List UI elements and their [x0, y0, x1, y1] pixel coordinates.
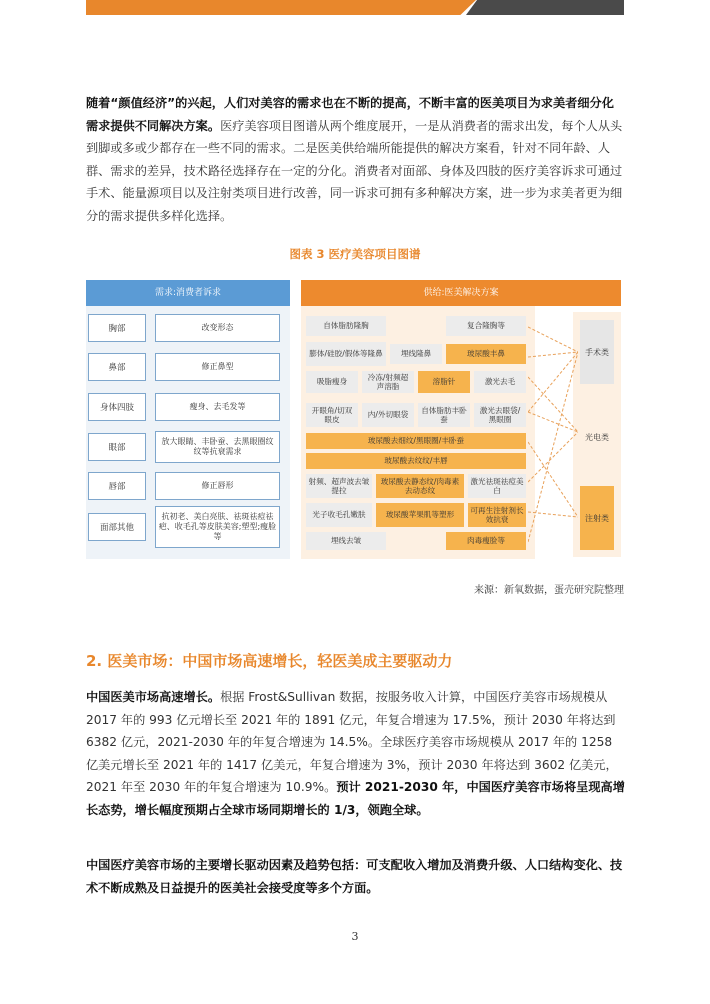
solution-box: 玻尿酸去细纹/黑眼圈/丰卧蚕 — [306, 433, 526, 449]
solution-box: 激光去眼袋/黑眼圈 — [474, 403, 526, 427]
demand-part-chest: 胸部 — [88, 314, 146, 342]
solution-box: 复合隆胸等 — [446, 316, 526, 336]
header-orange-bar — [86, 0, 476, 15]
demand-part-eye: 眼部 — [88, 433, 146, 461]
solution-box: 膨体/硅胶/假体等隆鼻 — [306, 342, 386, 366]
demand-part-face: 面部其他 — [88, 513, 146, 541]
intro-bold: 随着“颜值经济”的兴起，人们对美容的需求也在不断的提高，不断丰富的医美项目为求美者细分化需求提供不同解决方案。 — [86, 96, 614, 133]
solution-box: 自体脂肪隆胸 — [306, 316, 386, 336]
category-optoelectronic: 光电类 — [580, 398, 614, 476]
header-dark-bar — [466, 0, 624, 15]
intro-paragraph — [86, 92, 626, 227]
solution-box: 吸脂瘦身 — [306, 371, 358, 393]
demand-need-face: 抗初老、美白亮肤、祛斑祛痘祛疤、收毛孔等皮肤美容;塑型;瘦脸等 — [155, 506, 280, 548]
demand-need-lip: 修正唇形 — [155, 472, 280, 500]
section-heading: 2. 医美市场：中国市场高速增长，轻医美成主要驱动力 — [86, 652, 453, 670]
demand-need-nose: 修正鼻型 — [155, 353, 280, 381]
market-paragraph — [86, 686, 626, 821]
figure-title: 图表 3 医疗美容项目图谱 — [289, 247, 421, 261]
solution-box: 自体脂肪丰卧蚕 — [418, 403, 470, 427]
solution-box: 激光祛斑祛痘美白 — [468, 474, 526, 498]
page-number: 3 — [351, 930, 359, 943]
category-surgery: 手术类 — [580, 320, 614, 384]
connector-lines — [528, 312, 578, 557]
market-text: 根据 Frost&Sullivan 数据，按服务收入计算，中国医疗美容市场规模从 2017 年的 993 亿元增长至 2021 年的 1891 亿元，年复合增速为 17.5%，预计 2030 年将达到 6382 亿元，2021-2030 年的年复合增速为 14.5%。全球医疗美容市场规模从 2017 年的 1258 亿美元增长至 2021 年的 1417 亿美元，年复合增速为 3%，预计 2030 年将达到 3602 亿美元，2021 年至 2030 年的年复合增速为 10.9%。 — [86, 690, 618, 794]
category-injection: 注射类 — [580, 486, 614, 550]
solution-box: 可再生注射剂长效抗衰 — [468, 503, 526, 527]
intro-text: 医疗美容项目图谱从两个维度展开，一是从消费者的需求出发，每个人从头到脚或多或少都存在一些不同的需求。二是医美供给端所能提供的解决方案看，针对不同年龄、人群、需求的差异，技术路径选择存在一定的分化。消费者对面部、身体及四肢的医疗美容诉求可通过手术、能量源项目以及注射类项目进行改善，同一诉求可拥有多种解决方案，进一步为求美者更为细分的需求提供多样化选择。 — [86, 118, 623, 223]
demand-part-body: 身体四肢 — [88, 393, 146, 421]
solution-box: 埋线去皱 — [306, 532, 386, 550]
demand-header: 需求:消费者诉求 — [86, 280, 290, 306]
solution-box: 玻尿酸去纹纹/丰唇 — [306, 453, 526, 469]
market-bold-2: 预计 2021-2030 年，中国医疗美容市场将呈现高增长态势，增长幅度预期占全球市场同期增长的 1/3，领跑全球。 — [86, 780, 625, 817]
solution-box: 玻尿酸去静态纹/肉毒素去动态纹 — [376, 474, 464, 498]
figure-source: 来源：新氧数据，蛋壳研究院整理 — [474, 585, 624, 596]
demand-need-eye: 放大眼睛、丰卧蚕、去黑眼圈纹纹等抗衰需求 — [155, 431, 280, 463]
solution-box: 射频、超声波去皱提拉 — [306, 474, 372, 498]
drivers-bold: 中国医疗美容市场的主要增长驱动因素及趋势包括：可支配收入增加及消费升级、人口结构变化、技术不断成熟及日益提升的医美社会接受度等多个方面。 — [86, 858, 623, 895]
solution-box: 开眼角/切双眼皮 — [306, 403, 358, 427]
demand-need-chest: 改变形态 — [155, 314, 280, 342]
market-bold: 中国医美市场高速增长。 — [86, 690, 221, 704]
solution-box: 冷冻/射频超声溶脂 — [362, 371, 414, 393]
drivers-paragraph — [86, 854, 626, 899]
supply-header: 供给:医美解决方案 — [301, 280, 621, 306]
demand-need-body: 瘦身、去毛发等 — [155, 393, 280, 421]
solution-box: 埋线隆鼻 — [390, 344, 442, 364]
solution-box: 溶脂针 — [418, 371, 470, 393]
solution-box: 玻尿酸苹果肌等塑形 — [376, 503, 464, 527]
solution-box: 肉毒瘦脸等 — [446, 532, 526, 550]
solution-box: 光子收毛孔嫩肤 — [306, 503, 372, 527]
demand-part-lip: 唇部 — [88, 472, 146, 500]
solution-box: 玻尿酸丰鼻 — [446, 344, 526, 364]
demand-part-nose: 鼻部 — [88, 353, 146, 381]
solution-box: 内/外切眼袋 — [362, 403, 414, 427]
solution-box: 激光去毛 — [474, 371, 526, 393]
